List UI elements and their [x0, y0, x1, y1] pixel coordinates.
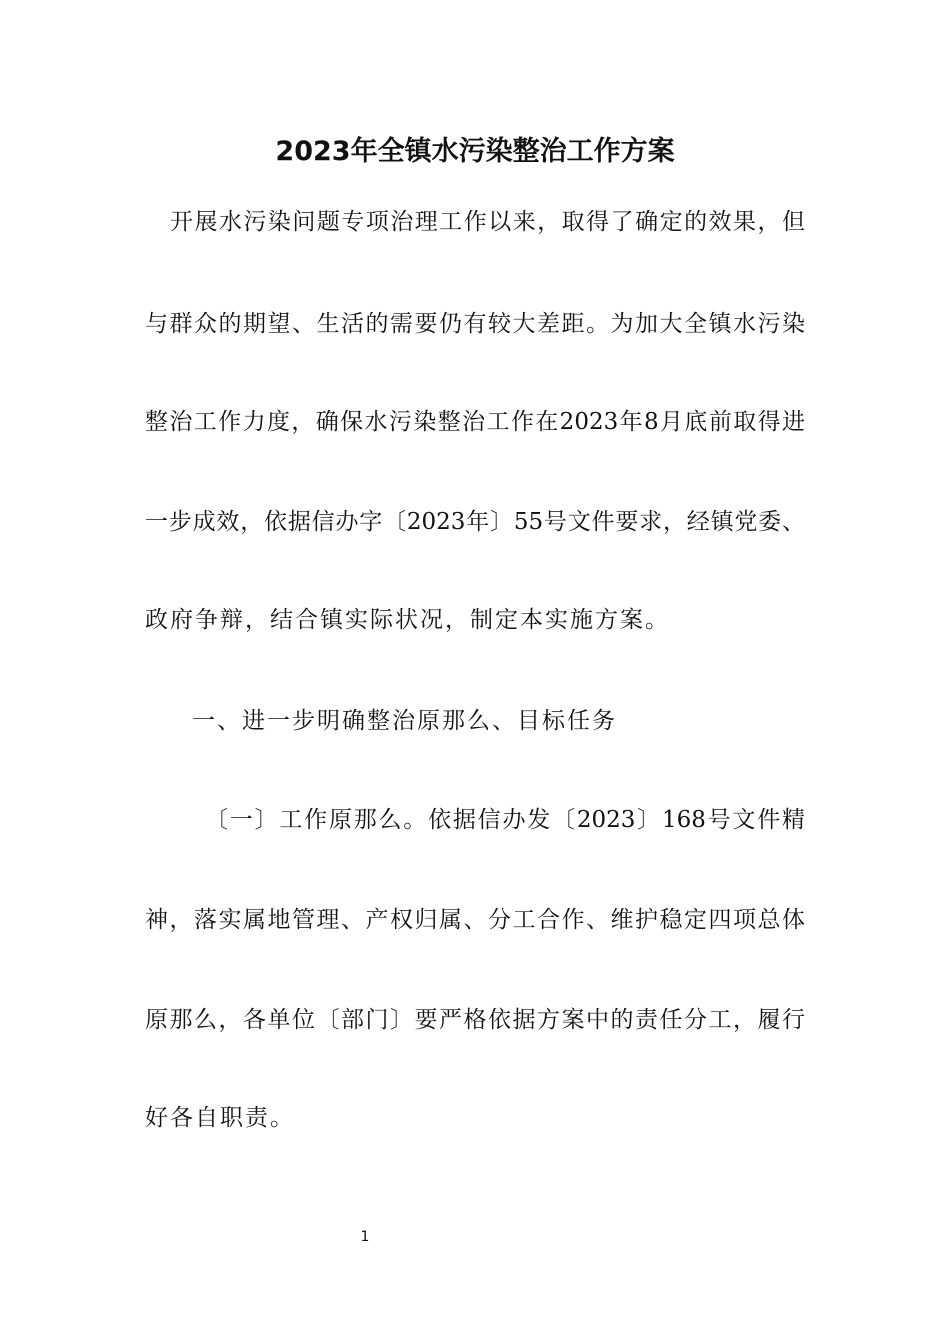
- paragraph-line: 开展水污染问题专项治理工作以来，取得了确定的效果，但: [170, 209, 805, 235]
- section-heading: 一、进一步明确整治原那么、目标任务: [192, 708, 617, 734]
- paragraph-line: 整治工作力度，确保水污染整治工作在2023年8月底前取得进: [145, 409, 805, 435]
- paragraph-line: 〔一〕工作原那么。依据信办发〔2023〕168号文件精: [205, 807, 805, 833]
- paragraph-line: 与群众的期望、生活的需要仍有较大差距。为加大全镇水污染: [145, 311, 805, 337]
- paragraph-line: 神，落实属地管理、产权归属、分工合作、维护稳定四项总体: [145, 907, 805, 933]
- page-number: 1: [360, 1229, 370, 1245]
- paragraph-line: 一步成效，依据信办字〔2023年〕55号文件要求，经镇党委、: [145, 509, 805, 535]
- paragraph-line: 好各自职责。: [145, 1105, 295, 1131]
- paragraph-line: 原那么，各单位〔部门〕要严格依据方案中的责任分工，履行: [145, 1007, 805, 1033]
- document-title: 2023年全镇水污染整治工作方案: [275, 136, 675, 167]
- paragraph-line: 政府争辩，结合镇实际状况，制定本实施方案。: [145, 607, 670, 633]
